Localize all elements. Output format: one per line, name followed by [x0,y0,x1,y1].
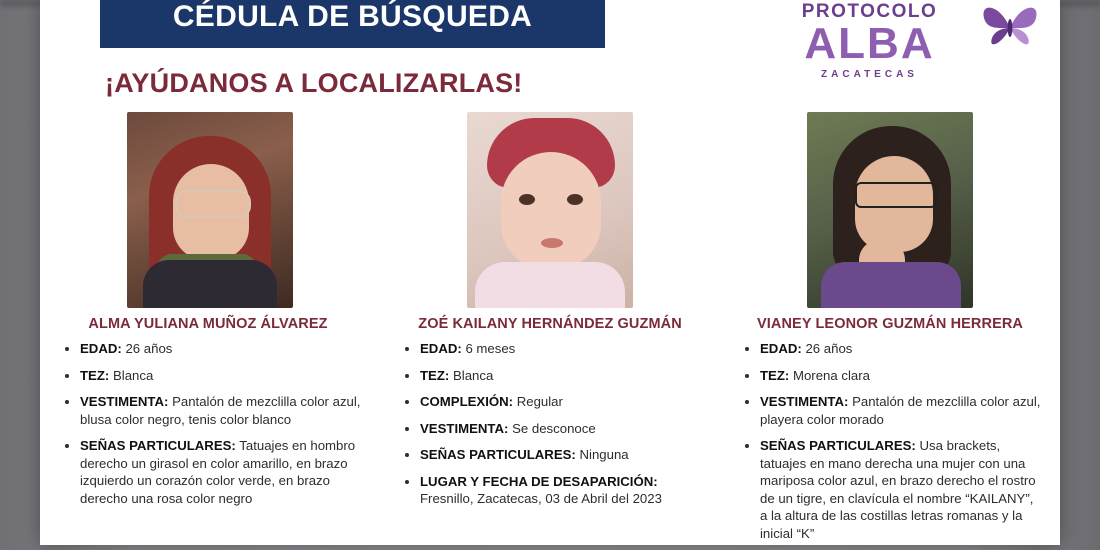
fact-label: TEZ: [420,367,450,383]
fact-label: TEZ: [80,367,110,383]
fact-label: EDAD: [80,341,122,356]
page-title: CÉDULA DE BÚSQUEDA [172,0,533,33]
fact-item [420,420,702,438]
person-name: ZOÉ KAILANY HERNÁNDEZ GUZMÁN [418,316,682,332]
fact-value: 26 años [805,341,853,356]
fact-label: VESTIMENTA: [420,420,509,436]
person-facts [738,340,1042,542]
fact-value: Fresnillo, Zacatecas, 03 de Abril del 2023 [420,491,662,507]
fact-value: Blanca [452,367,494,383]
fact-value: Blanca [112,367,154,383]
subtitle-heading: ¡AYÚDANOS A LOCALIZARLAS! [105,68,523,98]
fact-item [760,340,1042,358]
fact-label: VESTIMENTA: [760,394,849,410]
fact-value: Ninguna [579,447,629,463]
fact-label: VESTIMENTA: [80,394,169,410]
photo-zoe-kailany [467,112,633,308]
fact-item [420,473,702,508]
document-header [40,0,1060,118]
fact-value: Pantalón de mezclilla color azul, blusa color negro, tenis color blanco [80,394,361,427]
person-name: ALMA YULIANA MUÑOZ ÁLVAREZ [88,316,328,332]
fact-label: EDAD: [760,341,802,356]
photo-container [398,112,702,308]
person-card [380,112,720,545]
fact-item [80,393,362,428]
person-facts [58,340,362,507]
fact-item [80,340,362,358]
fact-item [420,393,702,411]
fact-label: COMPLEXIÓN: [420,394,514,410]
fact-value: Morena clara [792,367,870,383]
photo-alma-yuliana [127,112,293,308]
fact-item [420,340,702,358]
fact-item [420,446,702,464]
fact-label: SEÑAS PARTICULARES: [760,438,916,454]
fact-label: TEZ: [760,367,790,383]
missing-persons-cards [40,112,1060,545]
fact-item [80,437,362,507]
fact-value: Pantalón de mezclilla color azul, playera color morado [760,394,1041,427]
fact-value: 26 años [125,341,173,356]
fact-value: 6 meses [465,341,516,356]
protocolo-alba-logo [757,2,982,80]
person-card [40,112,380,545]
fact-label: LUGAR Y FECHA DE DESAPARICIÓN: [420,473,658,489]
fact-value: Usa brackets, tatuajes en mano derecha una mujer con una mariposa color azul, en brazo derecho el rostro de un tigre, en clavícula el nombre “KAILANY”, a la altura de las costillas letras romanas y la inicial “K” [760,438,1036,541]
fact-value: Tatuajes en hombro derecho un girasol en color amarillo, en brazo izquierdo un corazón color verde, en brazo derecho una rosa color negro [80,438,356,506]
fact-value: Se desconoce [512,420,596,436]
photo-container [738,112,1042,308]
search-bulletin-document [40,0,1060,545]
photo-vianey-leonor [807,112,973,308]
logo-line-protocolo: PROTOCOLO [801,1,938,22]
butterfly-icon [978,0,1042,56]
fact-item [760,437,1042,542]
title-banner [100,0,605,48]
fact-item [760,367,1042,385]
person-name: VIANEY LEONOR GUZMÁN HERRERA [757,316,1023,332]
fact-item [80,367,362,385]
fact-value: Regular [516,394,563,410]
fact-item [420,367,702,385]
fact-label: SEÑAS PARTICULARES: [420,447,576,463]
person-card [720,112,1060,545]
photo-container [58,112,362,308]
logo-line-zacatecas: ZACATECAS [821,69,918,80]
fact-label: SEÑAS PARTICULARES: [80,438,236,454]
person-facts [398,340,702,508]
fact-label: EDAD: [420,341,462,356]
logo-line-alba: ALBA [804,19,935,68]
fact-item [760,393,1042,428]
